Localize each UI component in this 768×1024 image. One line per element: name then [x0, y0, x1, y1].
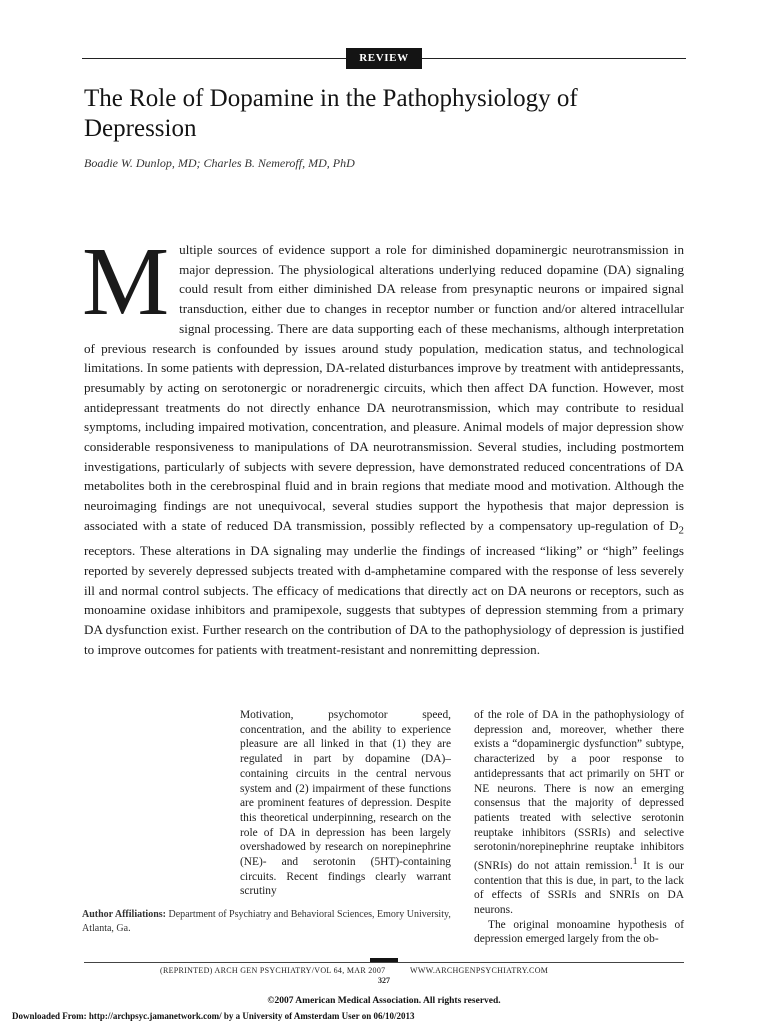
body-column-right [474, 708, 684, 947]
body-text: of the role of DA in the pathophysiology of depression and, moreover, whether there exists a “dopaminergic dysfunction” subtype, characterized by a poor response to antidepressants that act primarily on 5HT or NE neurons. There is now an emerging consensus that the majority of depressed patients treated with selective serotonin reuptake inhibitors (SSRIs) and selective serotonin/norepinephrine reuptake inhibitors (SNRIs) do not attain remission. [474, 709, 684, 872]
page-number: 327 [378, 976, 390, 985]
footer-journal: (REPRINTED) ARCH GEN PSYCHIATRY/VOL 64, MAR 2007 [160, 966, 386, 975]
abstract-text: ultiple sources of evidence support a role for diminished dopaminergic neurotransmission in major depression. The physiological alterations underlying reduced dopamine (DA) signaling could result from either diminished DA release from presynaptic neurons or impaired signal transduction, either due to changes in receptor number or function and/or altered intracellular signal processing. There are data supporting each of these mechanisms, although interpretation of previous research is confounded by issues around study population, medication status, and technological limitations. In some patients with depression, DA-related disturbances improve by treatment with antidepressants, presumably by acting on serotonergic or noradrenergic circuits, which then affect DA function. However, most antidepressant treatments do not directly enhance DA neurotransmission, which may contribute to residual symptoms, including impaired motivation, concentration, and pleasure. Animal models of major depression show considerable responsiveness to manipulations of DA neurotransmission. Several studies, including postmortem investigations, particularly of subjects with severe depression, have demonstrated reduced concentrations of DA metabolites both in the cerebrospinal fluid and in brain regions that mediate mood and motivation. Although the neuroimaging findings are not unequivocal, several studies support the hypothesis that major depression is associated with a state of reduced DA transmission, possibly reflected by a compensatory up-regulation of D [84, 242, 684, 533]
footer-url: WWW.ARCHGENPSYCHIATRY.COM [410, 966, 549, 975]
body-paragraph: Motivation, psychomotor speed, concentration, and the ability to experience pleasure are all linked in that (1) they are regulated in part by dopamine (DA)–containing circuits in the central nervous system and (2) impairment of these functions are prominent features of depression. Despite this theoretical underpinning, research on the role of DA in depression has been largely overshadowed by research on norepinephrine (NE)- and serotonin (5HT)-containing circuits. Recent findings clearly warrant scrutiny [240, 709, 451, 898]
body-paragraph: The original monoamine hypothesis of depression emerged largely from the ob- [474, 918, 684, 946]
author-affiliations [82, 908, 462, 935]
footer-notch [370, 958, 398, 962]
abstract [82, 228, 684, 659]
download-notice: Downloaded From: http://archpsyc.jamanetwork.com/ by a University of Amsterdam User on 06/10/2013 [12, 1011, 415, 1021]
reference-marker: 1 [632, 857, 638, 868]
abstract-subscript: 2 [678, 524, 684, 537]
article-authors: Boadie W. Dunlop, MD; Charles B. Nemeroff, MD, PhD [84, 156, 355, 170]
body-text-continued: It is our contention that this is due, in part, to the lack of effects of SSRIs and SNRIs on DA neurons. [474, 859, 684, 916]
article-title: The Role of Dopamine in the Pathophysiology of Depression [84, 85, 578, 142]
affiliations-label: Author Affiliations: [82, 909, 166, 920]
section-label: REVIEW [346, 48, 422, 69]
abstract-dropcap: M [82, 228, 170, 336]
footer-rule [84, 962, 684, 963]
body-paragraph [474, 708, 684, 918]
abstract-text-continued: receptors. These alterations in DA signaling may underlie the findings of increased “liking” or “high” feelings reported by severely depressed subjects treated with d-amphetamine compared with the response of less severely ill and normal control subjects. The efficacy of medications that directly act on DA neurons or receptors, such as monoamine oxidase inhibitors and pramipexole, suggests that subtypes of depression stemming from a primary DA dysfunction exist. Further research on the contribution of DA to the pathophysiology of depression is justified to improve outcomes for patients with treatment-resistant and nonremitting depression. [84, 543, 684, 657]
copyright-notice: ©2007 American Medical Association. All rights reserved. [267, 996, 501, 1006]
body-column-middle [240, 708, 451, 899]
affiliations-text: Department of Psychiatry and Behavioral Sciences, Emory University, Atlanta, Ga. [82, 909, 451, 934]
